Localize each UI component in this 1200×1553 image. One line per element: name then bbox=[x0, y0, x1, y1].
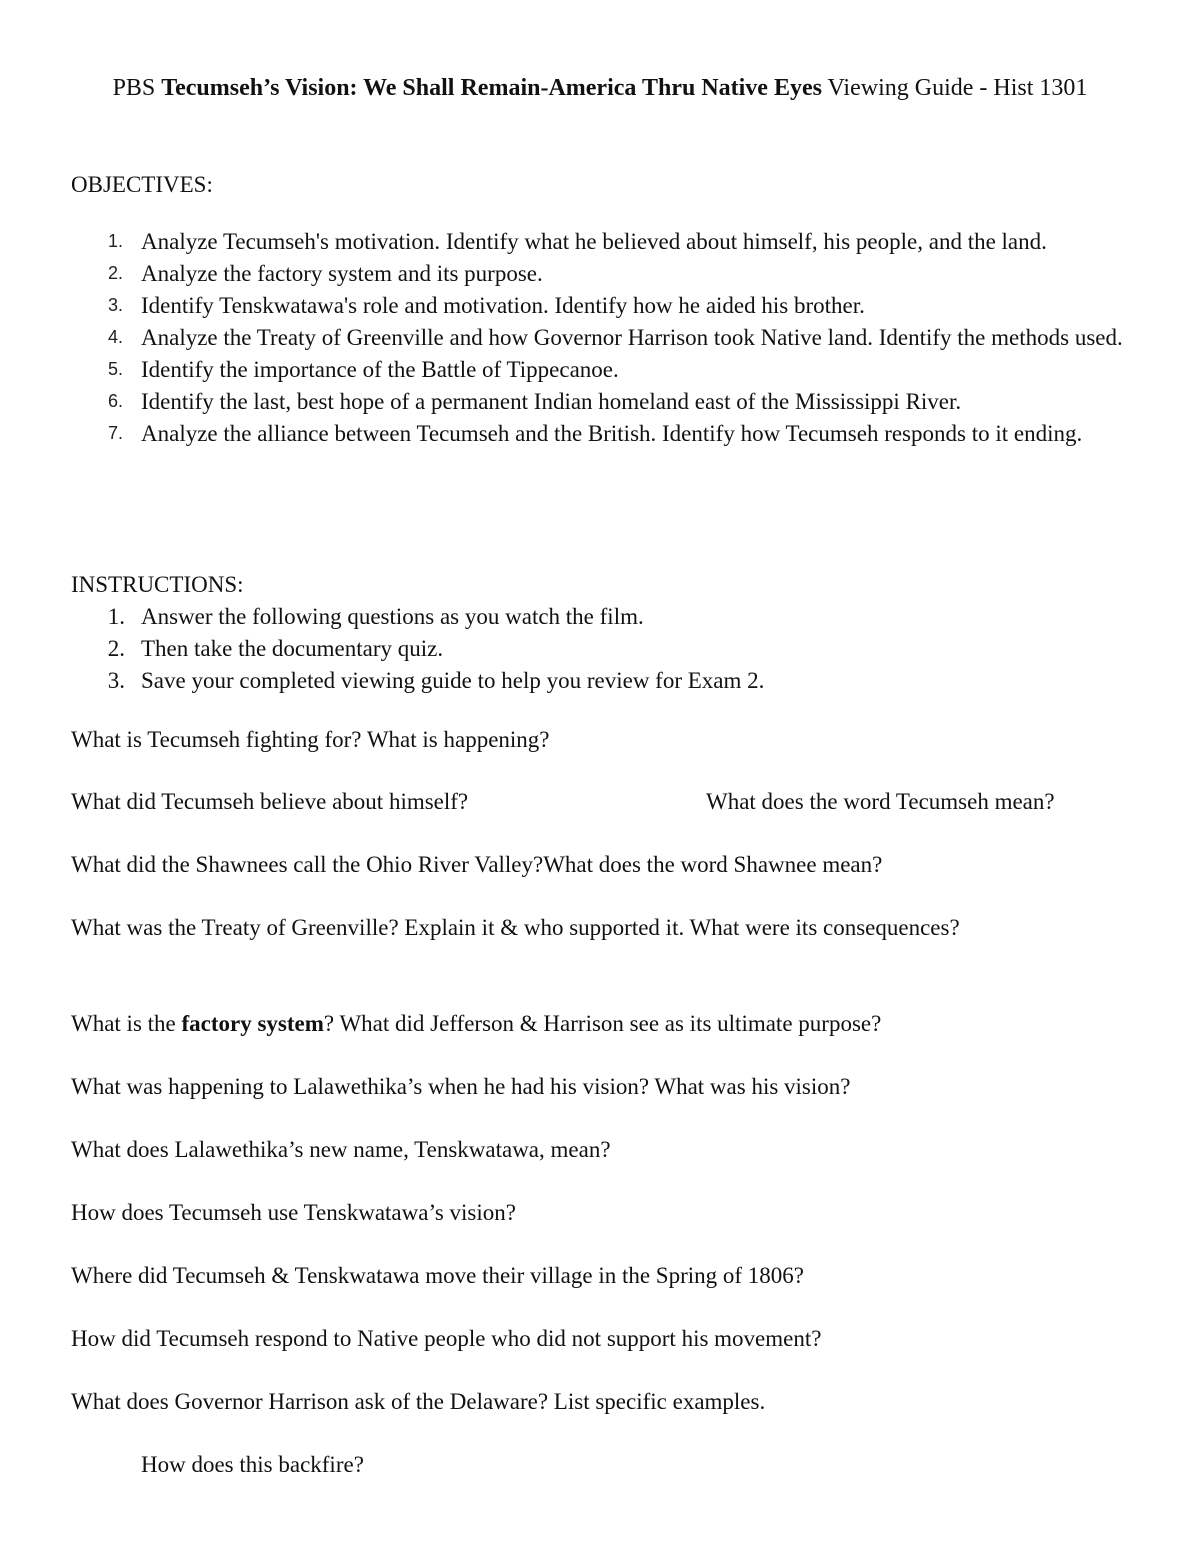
objective-text: Analyze the Treaty of Greenville and how Governor Harrison took Native land. Identify the methods used. bbox=[141, 325, 1123, 350]
question-backfire: How does this backfire? bbox=[141, 1452, 364, 1477]
instruction-item bbox=[71, 633, 1141, 664]
objective-text: Analyze Tecumseh's motivation. Identify what he believed about himself, his people, and the land. bbox=[141, 229, 1047, 254]
objectives-heading: OBJECTIVES: bbox=[71, 172, 213, 197]
objective-item bbox=[71, 354, 1141, 385]
instruction-text: Save your completed viewing guide to help you review for Exam 2. bbox=[141, 668, 765, 693]
objective-number: 1. bbox=[107, 231, 123, 251]
question-move-village: Where did Tecumseh & Tenskwatawa move their village in the Spring of 1806? bbox=[71, 1263, 805, 1288]
objectives-list bbox=[71, 226, 1141, 450]
instruction-text: Then take the documentary quiz. bbox=[141, 636, 444, 661]
question-lalawethika-vision: What was happening to Lalawethika’s when he had his vision? What was his vision? bbox=[71, 1074, 851, 1099]
document-title bbox=[60, 72, 1140, 105]
objective-number: 2. bbox=[107, 263, 123, 283]
objective-item bbox=[71, 322, 1141, 353]
objective-number: 7. bbox=[107, 423, 123, 443]
question-factory-pre: What is the bbox=[71, 1011, 182, 1036]
title-prefix: PBS bbox=[112, 75, 162, 101]
title-suffix: Viewing Guide - Hist 1301 bbox=[821, 75, 1088, 101]
question-use-vision: How does Tecumseh use Tenskwatawa’s vision? bbox=[71, 1200, 516, 1225]
instruction-item bbox=[71, 601, 1141, 632]
instruction-number: 1. bbox=[107, 604, 125, 629]
question-factory-post: ? What did Jefferson & Harrison see as its ultimate purpose? bbox=[323, 1011, 882, 1036]
objective-item bbox=[71, 418, 1141, 449]
question-new-name: What does Lalawethika’s new name, Tenskwatawa, mean? bbox=[71, 1137, 611, 1162]
instruction-number: 2. bbox=[107, 636, 125, 661]
instructions-heading: INSTRUCTIONS: bbox=[71, 572, 244, 597]
objective-item bbox=[71, 290, 1141, 321]
objective-item bbox=[71, 226, 1141, 257]
instruction-text: Answer the following questions as you watch the film. bbox=[141, 604, 644, 629]
instruction-number: 3. bbox=[107, 668, 125, 693]
objective-text: Identify the importance of the Battle of Tippecanoe. bbox=[141, 357, 619, 382]
question-respond-native: How did Tecumseh respond to Native people who did not support his movement? bbox=[71, 1326, 822, 1351]
question-ohio-river-valley: What did the Shawnees call the Ohio River Valley?What does the word Shawnee mean? bbox=[71, 852, 883, 877]
question-treaty-greenville: What was the Treaty of Greenville? Explain it & who supported it. What were its consequences? bbox=[71, 915, 960, 940]
objective-number: 4. bbox=[107, 327, 123, 347]
question-factory-system bbox=[71, 1008, 1151, 1039]
question-harrison-delaware: What does Governor Harrison ask of the Delaware? List specific examples. bbox=[71, 1389, 766, 1414]
question-fighting-for: What is Tecumseh fighting for? What is happening? bbox=[71, 727, 550, 752]
question-factory-bold: factory system bbox=[181, 1011, 324, 1036]
objective-number: 3. bbox=[107, 295, 123, 315]
objective-item bbox=[71, 386, 1141, 417]
objective-item bbox=[71, 258, 1141, 289]
objective-text: Analyze the factory system and its purpose. bbox=[141, 261, 543, 286]
instruction-item bbox=[71, 665, 1141, 696]
objective-number: 5. bbox=[107, 359, 123, 379]
instructions-list bbox=[71, 601, 1141, 697]
question-word-tecumseh: What does the word Tecumseh mean? bbox=[706, 789, 1055, 814]
objective-text: Identify the last, best hope of a permanent Indian homeland east of the Mississippi River. bbox=[141, 389, 962, 414]
question-believe-himself: What did Tecumseh believe about himself? bbox=[71, 789, 469, 814]
objective-text: Analyze the alliance between Tecumseh and the British. Identify how Tecumseh responds to it ending. bbox=[141, 421, 1083, 446]
objective-text: Identify Tenskwatawa's role and motivation. Identify how he aided his brother. bbox=[141, 293, 865, 318]
objective-number: 6. bbox=[107, 391, 123, 411]
title-film-name: Tecumseh’s Vision: We Shall Remain-America Thru Native Eyes bbox=[161, 75, 822, 101]
